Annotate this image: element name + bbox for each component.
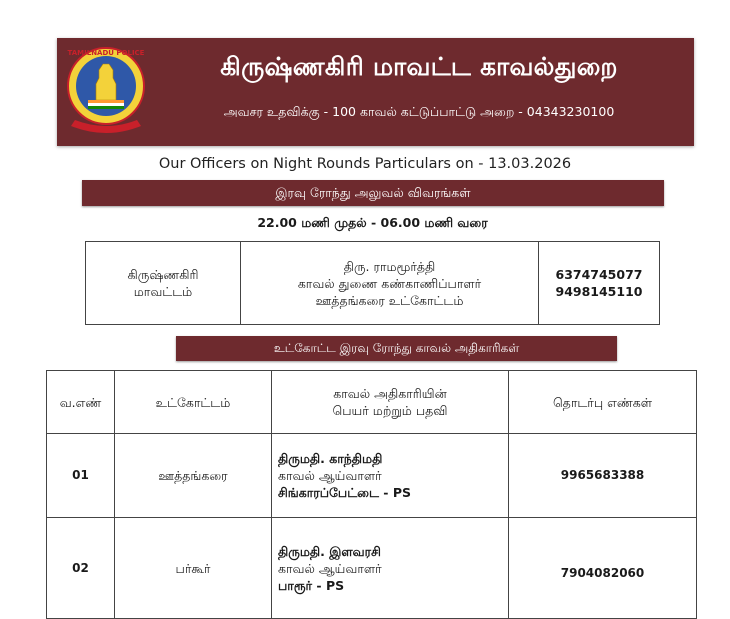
district-officer-row — [86, 242, 660, 325]
row-officer-name: திருமதி. காந்திமதி — [278, 451, 383, 466]
table-row — [47, 518, 697, 619]
table-header-row — [47, 371, 697, 434]
officer-cell — [241, 242, 539, 325]
row-officer-station: சிங்காரப்பேட்டை - PS — [278, 485, 411, 500]
row-officer-name: திருமதி. இளவரசி — [278, 543, 381, 559]
header-title: கிருஷ்ணகிரி மாவட்ட காவல்துறை — [220, 52, 618, 81]
subdivision-officers-table — [46, 370, 697, 619]
row-sno: 01 — [47, 434, 115, 518]
header-contact: தொடர்பு எண்கள் — [509, 371, 697, 434]
officer-subdivision: ஊத்தங்கரை உட்கோட்டம் — [315, 292, 464, 308]
tamilnadu-police-emblem-icon — [65, 42, 147, 140]
row-subdivision: ஊத்தங்கரை — [115, 434, 272, 518]
phone-cell — [539, 242, 660, 325]
row-officer-station: பாரூர் - PS — [278, 577, 345, 593]
district-cell — [86, 242, 241, 325]
row-officer — [272, 518, 509, 619]
row-officer-designation: காவல் ஆய்வாளர் — [278, 560, 382, 576]
header-officer — [272, 371, 509, 434]
row-subdivision: பர்கூர் — [115, 518, 272, 619]
district-officer-table — [85, 241, 660, 325]
district-line2: மாவட்டம் — [133, 284, 193, 299]
header-officer-line1: காவல் அதிகாரியின் — [333, 386, 447, 401]
emblem-text: TAMILNADU POLICE — [67, 49, 145, 57]
header-officer-line2: பெயர் மற்றும் பதவி — [332, 403, 448, 418]
officer-designation: காவல் துணை கண்காணிப்பாளர் — [297, 275, 482, 291]
row-officer — [272, 434, 509, 518]
header-subtitle: அவசர உதவிக்கு - 100 காவல் கட்டுப்பாட்டு அறை - 04343230100 — [223, 104, 615, 119]
row-sno: 02 — [47, 518, 115, 619]
night-rounds-banner: இரவு ரோந்து அலுவல் விவரங்கள் — [82, 180, 664, 206]
row-phone: 7904082060 — [509, 518, 697, 619]
header-subdivision: உட்கோட்டம் — [115, 371, 272, 434]
subdivision-officers-banner: உட்கோட்ட இரவு ரோந்து காவல் அதிகாரிகள் — [176, 336, 617, 361]
table-row — [47, 434, 697, 518]
officer-name: திரு. ராமமூர்த்தி — [343, 258, 436, 274]
duty-hours: 22.00 மணி முதல் - 06.00 மணி வரை — [257, 215, 488, 230]
header-sno: வ.எண் — [47, 371, 115, 434]
header-banner — [57, 38, 694, 146]
report-title: Our Officers on Night Rounds Particulars on - 13.03.2026 — [158, 156, 572, 172]
row-phone: 9965683388 — [509, 434, 697, 518]
district-line1: கிருஷ்ணகிரி — [127, 267, 199, 282]
row-officer-designation: காவல் ஆய்வாளர் — [278, 468, 382, 483]
phone-2: 9498145110 — [555, 284, 643, 299]
phone-1: 6374745077 — [555, 267, 643, 282]
